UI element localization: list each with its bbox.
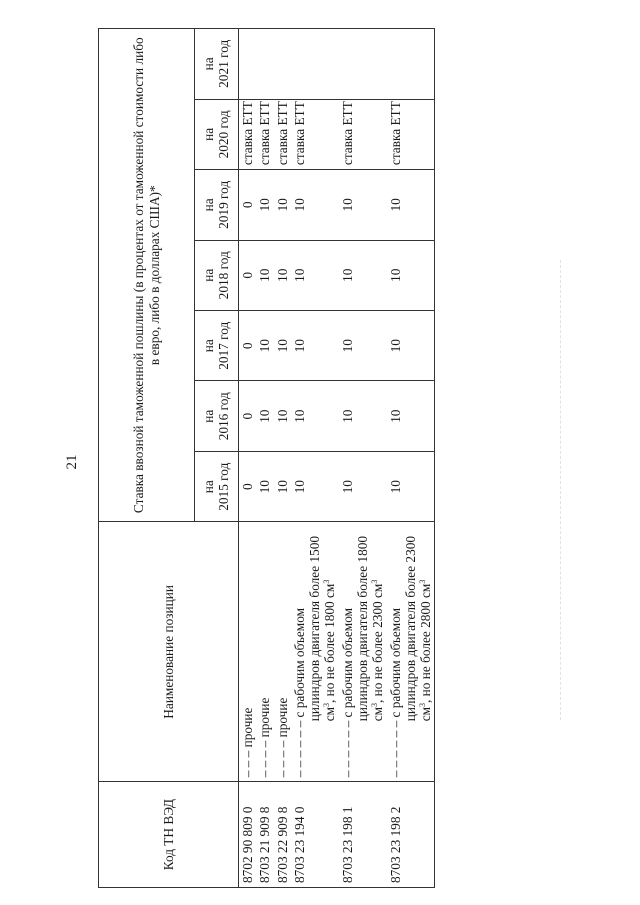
rate-cell: 10 — [274, 311, 291, 381]
year-header-5 — [195, 170, 239, 240]
year-label: 2016 год — [215, 392, 231, 441]
year-label: 2020 год — [215, 110, 231, 159]
row-name-text: с рабочим объемом — [387, 607, 403, 718]
rate-cell: 10 — [256, 240, 273, 310]
rate-cell: 10 — [387, 381, 435, 451]
row-name-part: , но не более 2300 см — [370, 583, 386, 703]
rate-cell: 10 — [339, 451, 387, 521]
row-name — [387, 522, 435, 782]
year-prefix: на — [200, 268, 216, 282]
page-number: 21 — [64, 454, 80, 470]
row-code: 8703 23 198 1 — [339, 782, 387, 888]
unit-superscript: 3 — [322, 702, 332, 707]
year-label: 2018 год — [215, 251, 231, 300]
rate-cell: 10 — [291, 170, 339, 240]
table-body — [239, 29, 435, 888]
year-prefix: на — [200, 127, 216, 141]
row-name-text: прочие — [240, 707, 255, 748]
rate-cell: 10 — [274, 170, 291, 240]
rate-cell: 10 — [256, 311, 273, 381]
header-code: Код ТН ВЭД — [99, 782, 239, 888]
rate-cell: 0 — [239, 451, 257, 521]
table-row — [256, 29, 273, 888]
row-code: 8702 90 809 0 — [239, 782, 257, 888]
rate-cell: ставка ЕТТ — [291, 99, 339, 169]
row-name-text: прочие — [274, 697, 290, 738]
row-name-part: цилиндров двигателя более 1800 см — [354, 535, 386, 722]
year-prefix: на — [200, 480, 216, 494]
row-name-part: цилиндров двигателя более 2300 см — [402, 535, 434, 722]
row-name-text: с рабочим объемом — [291, 607, 307, 718]
rate-cell: ставка ЕТТ — [256, 99, 273, 169]
row-code: 8703 21 909 8 — [256, 782, 273, 888]
rate-cell: 10 — [387, 451, 435, 521]
rate-cell: 10 — [291, 381, 339, 451]
unit-superscript: 3 — [418, 579, 428, 584]
year-prefix: на — [200, 198, 216, 212]
row-dash: – – – – — [257, 737, 273, 778]
rate-cell: 10 — [291, 311, 339, 381]
rate-cell: ставка ЕТТ — [339, 99, 387, 169]
rate-cell — [339, 29, 387, 100]
row-name-text: с рабочим объемом — [339, 607, 355, 718]
rate-cell: 0 — [239, 311, 257, 381]
row-code: 8703 23 198 2 — [387, 782, 435, 888]
rate-cell: 0 — [239, 381, 257, 451]
year-label: 2021 год — [215, 39, 231, 88]
year-prefix: на — [200, 409, 216, 423]
table-row — [339, 29, 387, 888]
rate-cell: 10 — [256, 170, 273, 240]
rate-cell — [291, 29, 339, 100]
row-dash: – – – – – – — [339, 717, 355, 778]
row-name-part: цилиндров двигателя более 1500 см — [307, 535, 338, 722]
rate-cell: 0 — [239, 170, 257, 240]
row-name-part: , но не более 2800 см — [418, 583, 434, 703]
table-row — [239, 29, 257, 888]
rate-cell: ставка ЕТТ — [274, 99, 291, 169]
row-name-continuation — [403, 526, 434, 777]
row-name-continuation — [307, 526, 338, 777]
header-name: Наименование позиции — [99, 522, 239, 782]
year-header-2 — [195, 381, 239, 451]
year-header-1 — [195, 451, 239, 521]
rate-cell: 10 — [387, 311, 435, 381]
row-code: 8703 23 194 0 — [291, 782, 339, 888]
header-rate: Ставка ввозной таможенной пошлины (в процентах от таможенной стоимости либо в евро, либо в долларах США)* — [99, 29, 195, 522]
rate-cell: ставка ЕТТ — [239, 99, 257, 169]
row-dash: – – – – — [274, 737, 290, 778]
rate-cell: 10 — [274, 381, 291, 451]
row-name-part: , но не более 1800 см — [322, 583, 338, 703]
rate-cell — [239, 29, 257, 100]
rate-cell — [274, 29, 291, 100]
rate-cell: 0 — [239, 240, 257, 310]
rate-cell: ставка ЕТТ — [387, 99, 435, 169]
row-name — [291, 522, 339, 782]
year-label: 2015 год — [215, 462, 231, 511]
rotated-tariff-sheet — [98, 28, 612, 888]
row-name-continuation — [355, 526, 386, 777]
table-row — [291, 29, 339, 888]
row-dash: – – – — [240, 747, 255, 778]
year-header-3 — [195, 311, 239, 381]
rate-cell — [387, 29, 435, 100]
rate-cell: 10 — [339, 170, 387, 240]
unit-superscript: 3 — [418, 702, 428, 707]
row-code: 8703 22 909 8 — [274, 782, 291, 888]
year-prefix: на — [200, 339, 216, 353]
rate-cell: 10 — [274, 451, 291, 521]
rate-cell: 10 — [387, 240, 435, 310]
rate-cell: 10 — [339, 381, 387, 451]
year-header-4 — [195, 240, 239, 310]
year-header-6 — [195, 99, 239, 169]
rate-cell: 10 — [256, 381, 273, 451]
year-header-7 — [195, 29, 239, 100]
row-dash: – – – – – – — [291, 717, 307, 778]
rate-cell: 10 — [339, 240, 387, 310]
rate-cell: 10 — [256, 451, 273, 521]
year-prefix: на — [200, 57, 216, 71]
row-name — [339, 522, 387, 782]
unit-superscript: 3 — [322, 579, 332, 584]
rate-cell: 10 — [339, 311, 387, 381]
table-row — [387, 29, 435, 888]
rate-cell: 10 — [291, 240, 339, 310]
row-name — [256, 522, 273, 782]
table-row — [274, 29, 291, 888]
rate-cell: 10 — [274, 240, 291, 310]
year-label: 2017 год — [215, 321, 231, 370]
rate-cell — [256, 29, 273, 100]
row-name-text: прочие — [257, 697, 273, 738]
tariff-table — [98, 28, 435, 888]
rate-cell: 10 — [291, 451, 339, 521]
unit-superscript: 3 — [370, 702, 380, 707]
year-label: 2019 год — [215, 180, 231, 229]
row-dash: – – – – – – — [387, 717, 403, 778]
row-name — [274, 522, 291, 782]
unit-superscript: 3 — [370, 579, 380, 584]
rate-cell: 10 — [387, 170, 435, 240]
row-name — [239, 522, 257, 782]
